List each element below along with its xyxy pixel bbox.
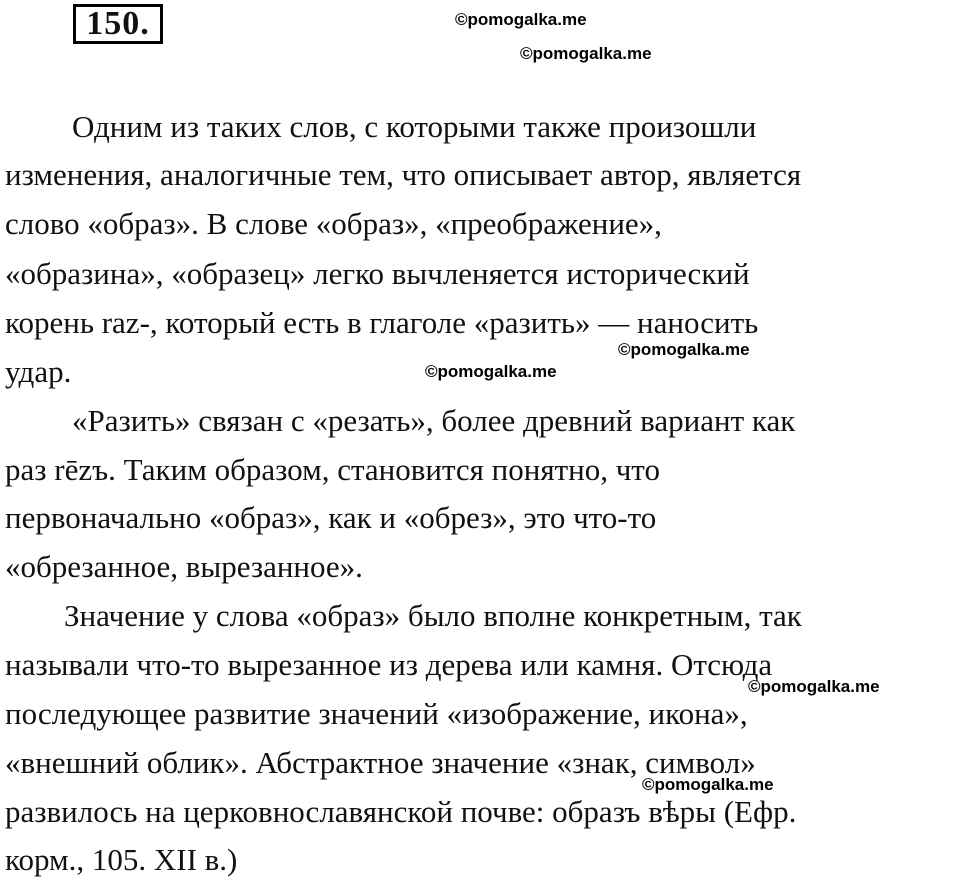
text-line: «Разить» связан с «резать», более древний вариант как — [72, 403, 796, 438]
text-line: называли что-то вырезанное из дерева или камня. Отсюда — [5, 647, 773, 682]
text-line: первоначально «образ», как и «обрез», это что-то — [5, 500, 657, 535]
watermark: ©pomogalka.me — [520, 44, 652, 63]
text-line: удар. — [5, 354, 72, 389]
text-line: раз rēzъ. Таким образом, становится понятно, что — [5, 452, 660, 487]
text-line: корм., 105. XII в.) — [5, 842, 238, 877]
text-line: корень raz-, который есть в глаголе «разить» — наносить — [5, 305, 759, 340]
text-line: «внешний облик». Абстрактное значение «знак, символ» — [5, 745, 756, 780]
watermark: ©pomogalka.me — [748, 677, 880, 696]
text-line: изменения, аналогичные тем, что описывает автор, является — [5, 157, 802, 192]
text-line: «обрезанное, вырезанное». — [5, 549, 363, 584]
watermark: ©pomogalka.me — [618, 340, 750, 359]
watermark: ©pomogalka.me — [455, 10, 587, 29]
text-line: последующее развитие значений «изображение, икона», — [5, 696, 748, 731]
text-line: развилось на церковнославянской почве: образъ вѣры (Ефр. — [5, 794, 797, 829]
text-line: слово «образ». В слове «образ», «преображение», — [5, 206, 662, 241]
watermark: ©pomogalka.me — [642, 775, 774, 794]
text-line: Одним из таких слов, с которыми также произошли — [72, 109, 757, 144]
text-line: Значение у слова «образ» было вполне конкретным, так — [64, 598, 802, 633]
exercise-number: 150. — [73, 4, 163, 44]
watermark: ©pomogalka.me — [425, 362, 557, 381]
text-line: «образина», «образец» легко вычленяется исторический — [5, 256, 750, 291]
